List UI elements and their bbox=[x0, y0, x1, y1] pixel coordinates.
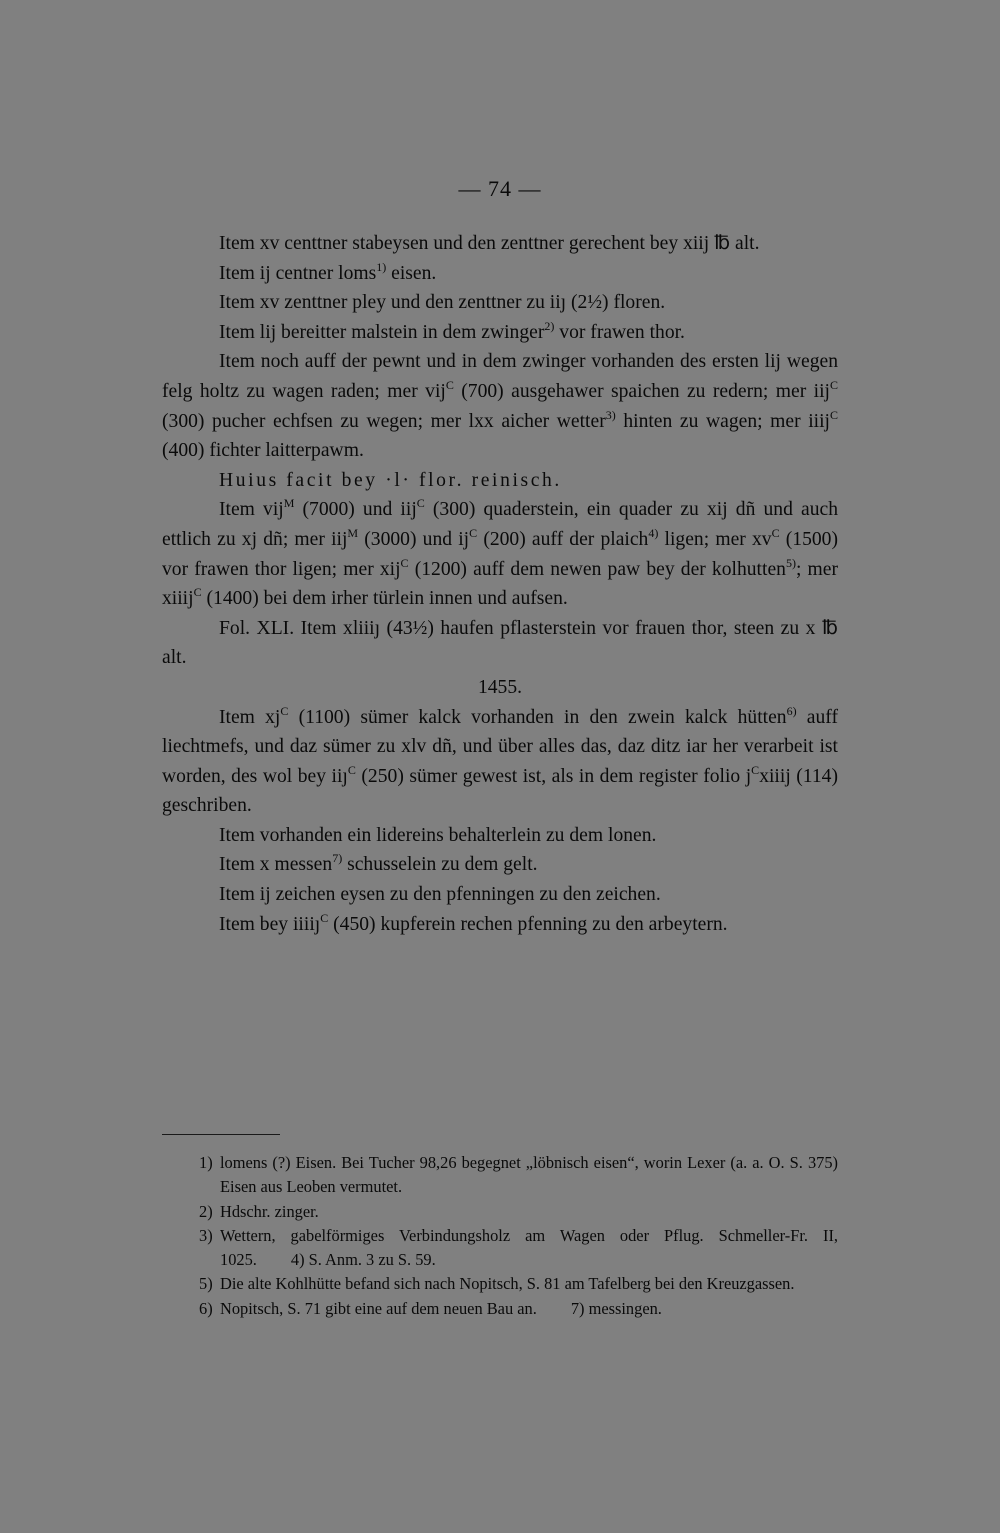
body-text bbox=[162, 229, 838, 939]
text-run: Item ij centner loms bbox=[219, 262, 377, 284]
footnotes bbox=[162, 1151, 838, 1321]
superscript-mark: 3) bbox=[605, 407, 616, 422]
superscript-mark: C bbox=[469, 525, 478, 540]
superscript-mark: C bbox=[416, 496, 425, 511]
text-run: (200) auff der plaich bbox=[477, 528, 649, 550]
footnote bbox=[162, 1272, 838, 1296]
superscript-mark: C bbox=[320, 910, 329, 925]
text-run: (1100) sümer kalck vorhanden in den zwein kalck hütten bbox=[288, 706, 787, 728]
footnote bbox=[162, 1224, 838, 1273]
footnote-text: lomens (?) Eisen. Bei Tucher 98,26 begegnet „löbnisch eisen“, worin Lexer (a. a. O. S. 375) Eisen aus Leoben vermutet. bbox=[220, 1153, 838, 1197]
body-paragraph bbox=[162, 703, 838, 821]
body-paragraph bbox=[162, 288, 838, 318]
footnote-text: Die alte Kohlhütte befand sich nach Nopitsch, S. 81 am Tafelberg bei den Kreuzgassen. bbox=[220, 1274, 795, 1294]
footnote-text: Nopitsch, S. 71 gibt eine auf dem neuen Bau an. bbox=[220, 1298, 537, 1318]
text-run: (700) ausgehawer spaichen zu redern; mer iij bbox=[453, 380, 830, 402]
text-run: (3000) und ij bbox=[358, 528, 470, 550]
body-paragraph bbox=[162, 614, 838, 673]
footnote bbox=[162, 1151, 838, 1200]
footnote-text: messingen. bbox=[588, 1298, 662, 1318]
body-paragraph bbox=[162, 466, 838, 496]
body-paragraph bbox=[162, 347, 838, 465]
superscript-mark: C bbox=[751, 762, 760, 777]
body-paragraph bbox=[162, 910, 838, 940]
text-run: (250) sümer gewest ist, als in dem register folio j bbox=[355, 765, 752, 787]
text-run: hinten zu wagen; mer iiij bbox=[615, 410, 830, 432]
text-run: Item bey iiiiȷ bbox=[219, 913, 321, 935]
footnote-marker: 7) bbox=[570, 1298, 585, 1318]
text-run: (1500) vor frawen thor ligen; mer xij bbox=[162, 528, 838, 580]
text-run: eisen. bbox=[386, 262, 437, 284]
superscript-mark: C bbox=[280, 703, 289, 718]
text-run: (450) kupferein rechen pfenning zu den arbeytern. bbox=[328, 913, 728, 935]
text-run: Item ij zeichen eysen zu den pfenningen zu den zeichen. bbox=[219, 884, 661, 906]
body-paragraph bbox=[162, 821, 838, 851]
text-run: Item lij bereitter malstein in dem zwinger bbox=[219, 321, 545, 343]
body-paragraph bbox=[162, 850, 838, 880]
footnote-marker: 2) bbox=[199, 1201, 213, 1221]
text-run: (7000) und iij bbox=[294, 499, 417, 521]
footnote-marker: 3) bbox=[199, 1225, 213, 1245]
superscript-mark: C bbox=[193, 585, 202, 600]
text-run: Item noch auff der pewnt und in dem zwinger vorhanden des ersten lij wegen felg holtz zu wagen raden; mer vij bbox=[162, 351, 838, 402]
text-run: Item vij bbox=[219, 499, 284, 521]
body-paragraph bbox=[162, 880, 838, 910]
text-run: schusselein zu dem gelt. bbox=[342, 854, 538, 876]
text-run: vor frawen thor. bbox=[554, 321, 685, 343]
superscript-mark: C bbox=[829, 377, 838, 392]
superscript-mark: C bbox=[771, 525, 780, 540]
footnote-marker: 4) bbox=[290, 1250, 305, 1270]
body-paragraph bbox=[162, 229, 838, 259]
footnote-rule bbox=[162, 1134, 280, 1135]
page-number: — 74 — bbox=[458, 176, 542, 201]
text-run: ligen; mer xv bbox=[658, 528, 772, 550]
footnote-text: Hdschr. zinger. bbox=[220, 1201, 319, 1221]
superscript-mark: 5) bbox=[785, 555, 796, 570]
superscript-mark: 1) bbox=[376, 259, 387, 274]
text-run: (400) fichter laitterpawm. bbox=[162, 440, 364, 462]
body-paragraph bbox=[162, 673, 838, 703]
text-run: Item x messen bbox=[219, 854, 333, 876]
superscript-mark: M bbox=[283, 496, 295, 511]
superscript-mark: 7) bbox=[332, 851, 343, 866]
text-run: Item xv centtner stabeysen und den zenttner gerechent bey xiij ℔ alt. bbox=[219, 233, 760, 254]
footnote-text: Wettern, gabelförmiges Verbindungsholz am Wagen oder Pflug. Schmeller-Fr. II, 1025. bbox=[220, 1225, 838, 1270]
superscript-mark: 2) bbox=[544, 318, 555, 333]
text-run: (300) pucher echfsen zu wegen; mer lxx aicher wetter bbox=[162, 410, 606, 432]
text-run: Item xv zenttner pley und den zenttner zu iiȷ (2½) floren. bbox=[219, 292, 666, 314]
text-run: ; mer xiiij bbox=[162, 558, 838, 610]
footnote-marker: 6) bbox=[199, 1298, 213, 1318]
text-run: Item vorhanden ein lidereins behalterlein zu dem lonen. bbox=[219, 824, 657, 846]
superscript-mark: 6) bbox=[786, 703, 797, 718]
superscript-mark: C bbox=[830, 407, 839, 422]
text-run: auff liechtmefs, und daz sümer zu xlv dñ, und über alles das, daz ditz iar her verarbeit ist worden, des wol bey iiȷ bbox=[162, 706, 838, 787]
body-paragraph bbox=[162, 495, 838, 613]
footnote-marker: 1) bbox=[199, 1153, 213, 1172]
text-run: (300) quaderstein, ein quader zu xij dñ und auch ettlich zu xj dñ; mer iij bbox=[162, 499, 839, 550]
text-run: (1400) bei dem irher türlein innen und aufsen. bbox=[201, 588, 568, 610]
superscript-mark: M bbox=[347, 525, 359, 540]
text-run: Fol. XLI. Item xliiiȷ (43½) haufen pflasterstein vor frauen thor, steen zu x ℔ alt. bbox=[162, 617, 838, 669]
text-run: xiiij (114) geschriben. bbox=[162, 765, 838, 817]
superscript-mark: C bbox=[445, 377, 454, 392]
footnote-marker: 5) bbox=[199, 1274, 213, 1294]
text-run: (1200) auff dem newen paw bey der kolhutten bbox=[408, 558, 786, 580]
text-run: Huius facit bey ·l· flor. reinisch. bbox=[219, 469, 562, 491]
text-run: 1455. bbox=[477, 676, 523, 698]
footnote-text: S. Anm. 3 zu S. 59. bbox=[308, 1250, 436, 1270]
text-run: Item xj bbox=[219, 706, 281, 728]
footnote bbox=[162, 1297, 838, 1321]
superscript-mark: C bbox=[347, 762, 356, 777]
body-paragraph bbox=[162, 318, 838, 348]
superscript-mark: C bbox=[400, 555, 409, 570]
footnote bbox=[162, 1200, 838, 1224]
superscript-mark: 4) bbox=[648, 525, 659, 540]
body-paragraph bbox=[162, 259, 838, 289]
